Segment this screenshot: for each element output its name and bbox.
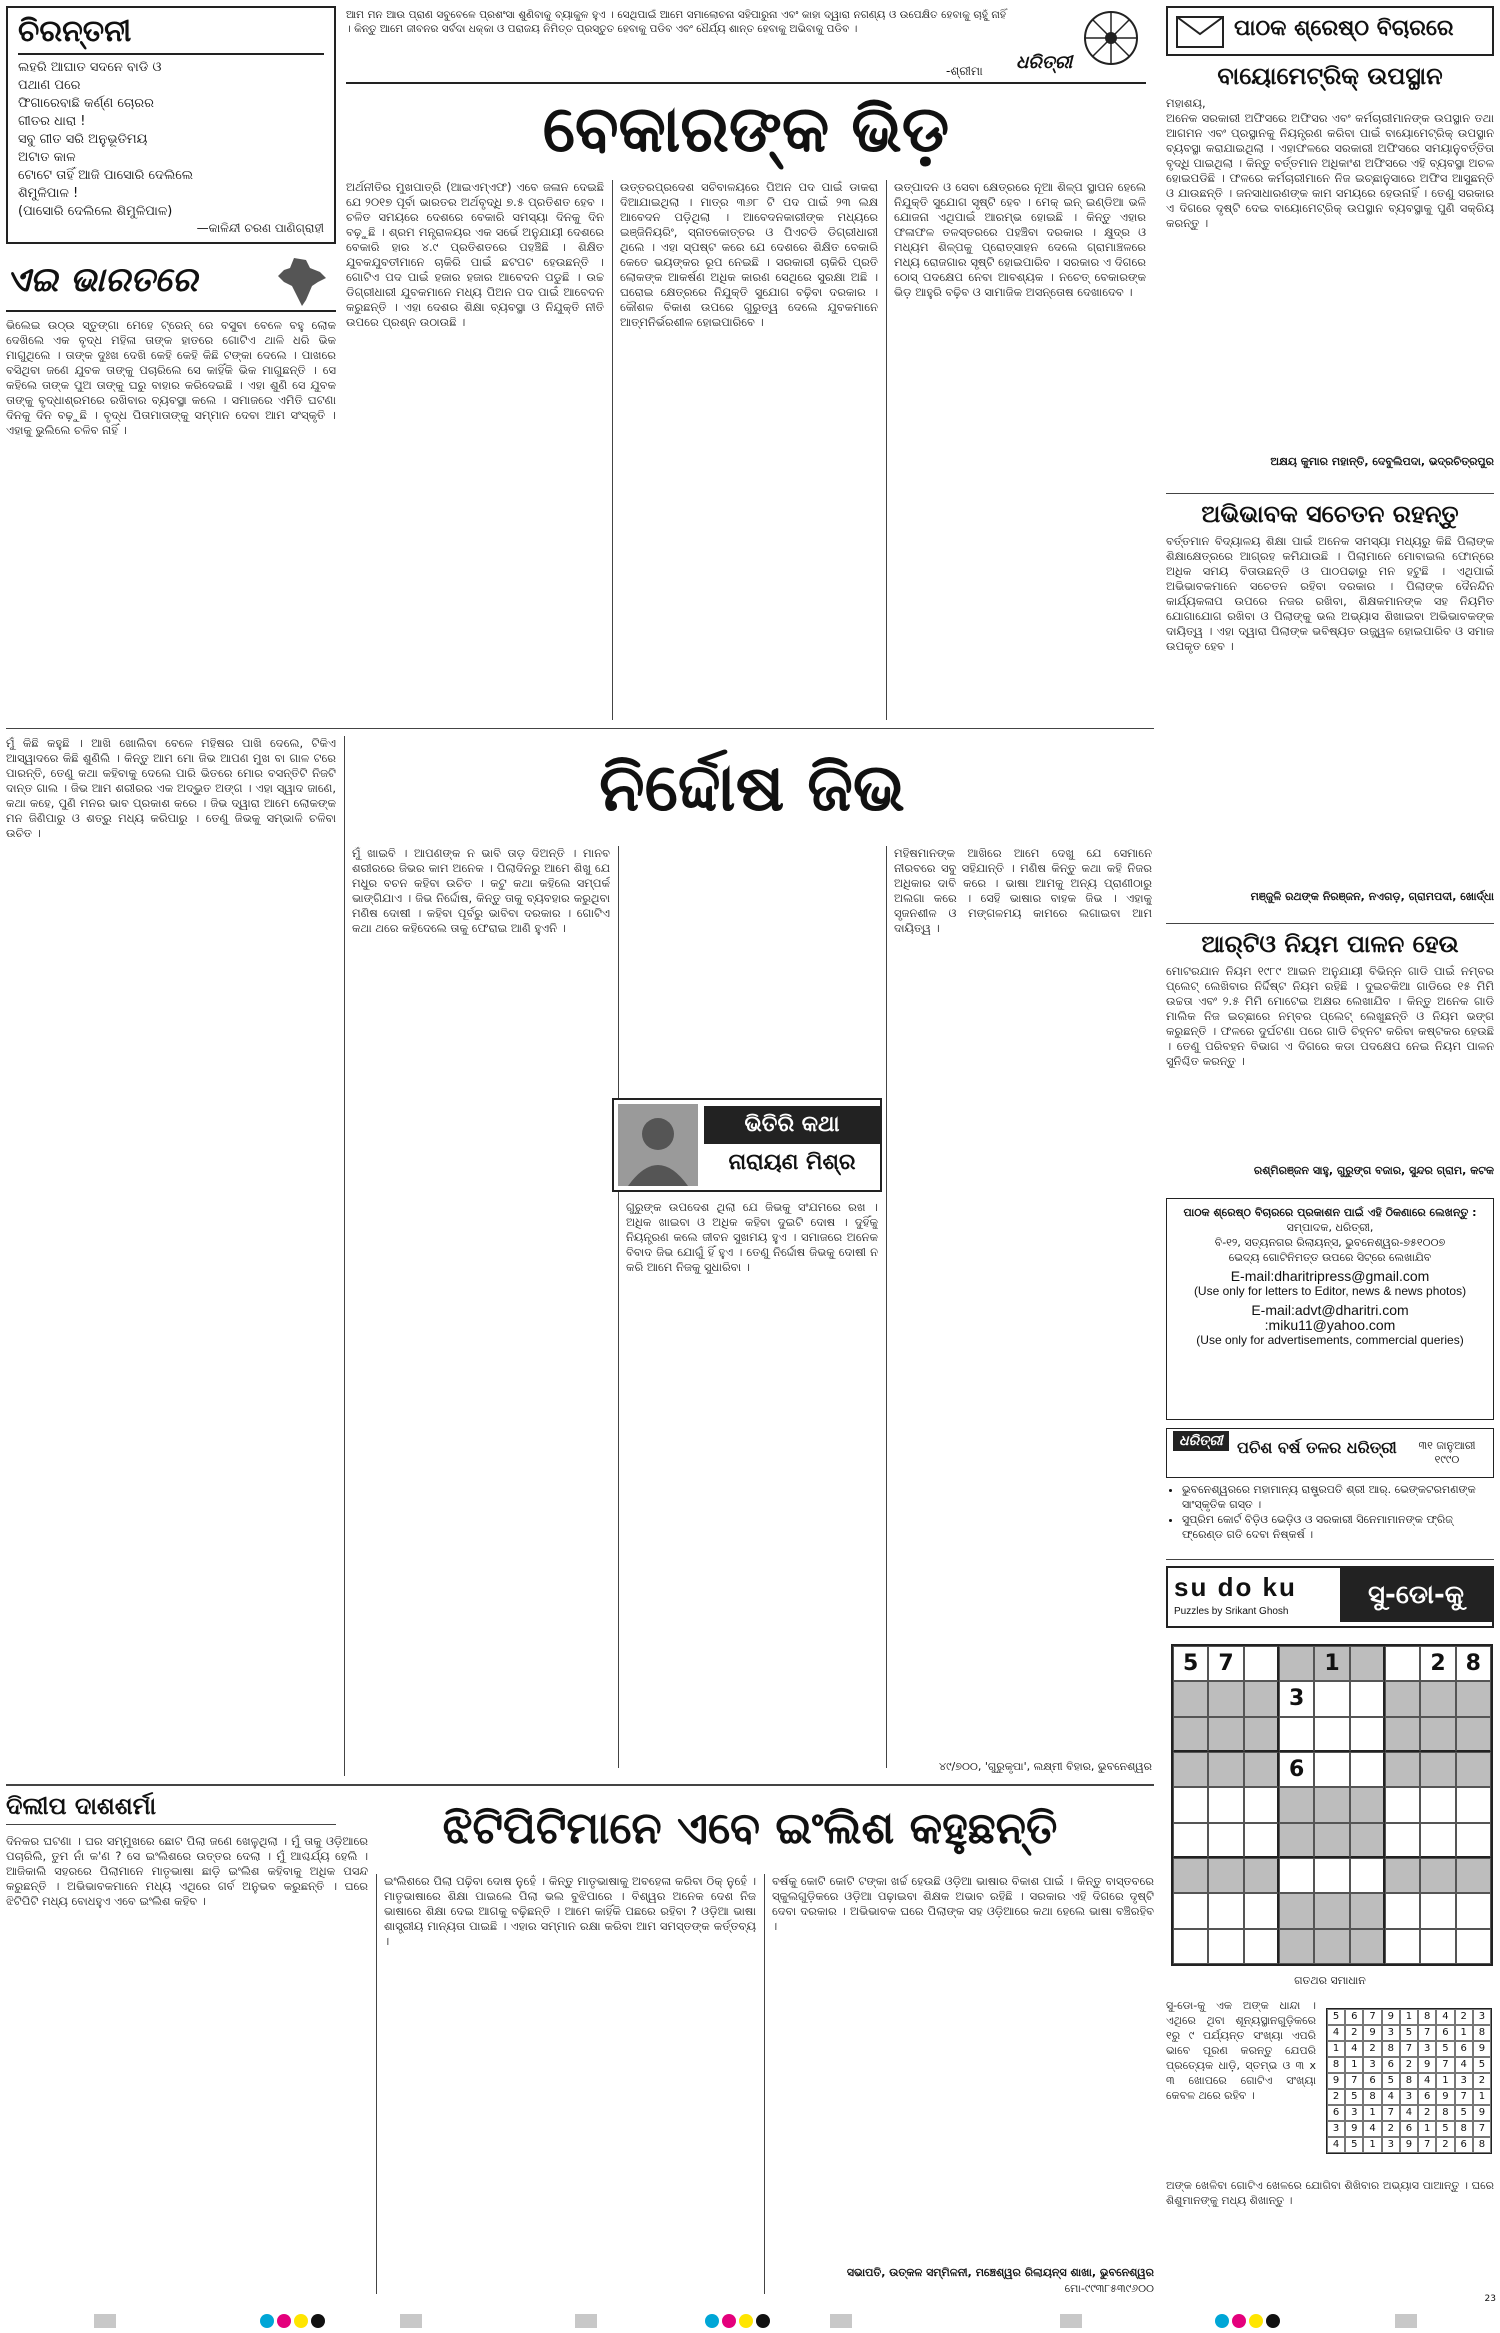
sudoku-cell[interactable] [1279,1646,1314,1681]
column-byline [612,1098,882,1192]
letter3-body: ମୋଟରଯାନ ନିୟମ ୧୯୮୯ ଆଇନ ଅନୁଯାୟୀ ବିଭିନ୍ନ ଗାଡି ପାଇଁ ନମ୍ବର ପ୍ଲେଟ୍ ଲେଖିବାର ନିର୍ଦ୍ଦିଷ୍ଟ ନିୟମ ରହିଛି । ଦୁଇଚକିଆ ଗାଡିରେ ୧୫ ମିମି ଉଚ୍ଚତା ଏବଂ ୨.୫ ମିମି ମୋଟେଇ ଅକ୍ଷର ଲେଖାଯିବ । କିନ୍ତୁ ଅନେକ ଗାଡି ମାଲିକ ନିଜ ଇଚ୍ଛାରେ ନମ୍ବର ପ୍ଲେଟ୍ ଲେଖୁଛନ୍ତି ଓ ନିୟମ ଭଙ୍ଗ କରୁଛନ୍ତି । ଫଳରେ ଦୁର୍ଘଟଣା ପରେ ଗାଡି ଚିହ୍ନଟ କରିବା କଷ୍ଟକର ହେଉଛି । ତେଣୁ ପରିବହନ ବିଭାଗ ଏ ଦିଗରେ କଡା ପଦକ୍ଷେପ ନେଇ ନିୟମ ପାଳନ ସୁନିଶ୍ଚିତ କରନ୍ତୁ । [1166,964,1494,1068]
letter1-body: ଅନେକ ସରକାରୀ ଅଫିସରେ ଅଫିସର ଏବଂ କର୍ମଚାରୀମାନଙ୍କ ଉପସ୍ଥାନ ତଥା ଆଗମନ ଏବଂ ପ୍ରସ୍ଥାନକୁ ନିୟନ୍ତ୍ରଣ କରିବା ପାଇଁ ବାୟୋମେଟ୍ରିକ୍ ଉପସ୍ଥାନ ବ୍ୟବସ୍ଥା କରାଯାଇଥିଲା । ଏହାଫଳରେ ସରକାରୀ ଅଫିସରେ ସମୟାନୁବର୍ତ୍ତିତା ବୃଦ୍ଧି ପାଇଥିଲା । କିନ୍ତୁ ବର୍ତ୍ତମାନ ଅଧିକାଂଶ ଅଫିସରେ ଏହି ବ୍ୟବସ୍ଥା ଅଚଳ ହୋଇପଡିଛି । ଫଳରେ କର୍ମଚାରୀମାନେ ନିଜ ଇଚ୍ଛାନୁସାରେ ଅଫିସ ଆସୁଛନ୍ତି ଓ ଯାଉଛନ୍ତି । ଜନସାଧାରଣଙ୍କ କାମ ସମୟରେ ହେଉନାହିଁ । ତେଣୁ ସରକାର ଏ ଦିଗରେ ଦୃଷ୍ଟି ଦେଇ ବାୟୋମେଟ୍ରିକ୍ ଉପସ୍ଥାନ ବ୍ୟବସ୍ଥାକୁ ପୁଣି ସକ୍ରିୟ କରନ୍ତୁ । [1166,111,1494,230]
letter3-title: ଆର୍‌ଟିଓ ନିୟମ ପାଳନ ହେଉ [1201,930,1459,958]
sudoku-solution-cell: 1 [1363,2105,1381,2121]
sudoku-cell[interactable] [1456,1752,1491,1787]
top-quote-attribution: -ଶ୍ରୀମା [946,64,983,78]
contact-intro: ପାଠକ ଶ୍ରେଷ୍ଠ ବିଚାରରେ ପ୍ରକାଶନ ପାଇଁ ଏହି ଠିକଣାରେ ଲେଖନ୍ତୁ : [1183,1206,1477,1219]
sudoku-solution-cell: 8 [1418,2009,1436,2025]
bottom-rule [6,1784,1154,1786]
sudoku-cell[interactable] [1208,1823,1243,1858]
sudoku-solution-cell: 1 [1400,2009,1418,2025]
registration-swatch-cyan [260,2314,274,2328]
story2-rule-2 [886,846,887,1768]
registration-swatch-magenta [277,2314,291,2328]
sudoku-solution-cell: 1 [1455,2025,1473,2041]
sudoku-cell[interactable] [1420,1893,1455,1928]
sudoku-solution-cell: 5 [1327,2009,1345,2025]
lead-rule-1 [612,180,613,720]
sudoku-cell[interactable] [1420,1681,1455,1716]
sudoku-solution-cell: 7 [1382,2105,1400,2121]
lead-col-3: ଉତ୍ପାଦନ ଓ ସେବା କ୍ଷେତ୍ରରେ ନୂଆ ଶିଳ୍ପ ସ୍ଥାପନ ହେଲେ ନିଯୁକ୍ତି ସୁଯୋଗ ସୃଷ୍ଟି ହେବ । ମେକ୍ ଇନ୍ ଇଣ୍ଡିଆ ଭଳି ଯୋଜନା ଏଥିପାଇଁ ଆରମ୍ଭ ହୋଇଛି । କିନ୍ତୁ ଏହାର ଫଳାଫଳ ତଳସ୍ତରରେ ପହଞ୍ଚିବା ଦରକାର । କ୍ଷୁଦ୍ର ଓ ମଧ୍ୟମ ଶିଳ୍ପକୁ ପ୍ରୋତ୍ସାହନ ଦେଲେ ଗ୍ରାମାଞ୍ଚଳରେ ମଧ୍ୟ ରୋଜଗାର ସୃଷ୍ଟି ହୋଇପାରିବ । ସରକାର ଏ ଦିଗରେ ଠୋସ୍ ପଦକ୍ଷେପ ନେବା ଆବଶ୍ୟକ । ନଚେତ୍ ବେକାରଙ୍କ ଭିଡ଼ ଆହୁରି ବଢ଼ିବ ଓ ସାମାଜିକ ଅସନ୍ତୋଷ ଦେଖାଦେବ । [894,180,1146,299]
sudoku-solution-cell: 3 [1418,2041,1436,2057]
sudoku-box [1166,1566,1494,2322]
sudoku-brand-latin: su do ku [1174,1572,1297,1602]
sudoku-cell[interactable]: 3 [1279,1681,1314,1716]
sudoku-cell[interactable]: 7 [1208,1646,1243,1681]
sudoku-cell[interactable] [1208,1929,1243,1964]
sudoku-solution-cell: 2 [1400,2057,1418,2073]
story2-rule-0 [344,736,345,1776]
sudoku-solution-cell: 9 [1345,2121,1363,2137]
registration-swatch-magenta [722,2314,736,2328]
story3-kicker: ଦିଲୀପ ଦାଶଶର୍ମା [6,1792,336,1825]
story3-col-3: ବର୍ଷକୁ କୋଟି କୋଟି ଟଙ୍କା ଖର୍ଚ୍ଚ ହେଉଛି ଓଡ଼ିଆ ଭାଷାର ବିକାଶ ପାଇଁ । କିନ୍ତୁ ବାସ୍ତବରେ ସ୍କୁଲଗୁଡ଼ିକରେ ଓଡ଼ିଆ ପଢ଼ାଇବା ଶିକ୍ଷକ ଅଭାବ ରହିଛି । ସରକାର ଏହି ଦିଗରେ ଦୃଷ୍ଟି ଦେବା ଦରକାର । ଅଭିଭାବକ ଘରେ ପିଲାଙ୍କ ସହ ଓଡ଼ିଆରେ କଥା ହେଲେ ଭାଷା ବଞ୍ଚିରହିବ । [772,1874,1154,1933]
sudoku-solution-cell: 3 [1400,2089,1418,2105]
sudoku-cell[interactable] [1173,1929,1208,1964]
sudoku-cell[interactable] [1420,1787,1455,1822]
sudoku-solution-cell: 6 [1418,2089,1436,2105]
sudoku-brand-odia: ସୁ-ଡୋ-କୁ [1340,1568,1492,1622]
author-photo [618,1104,698,1186]
contact-address2: ବି-୧୨, ସତ୍ୟନଗର ରିଲାୟନ୍ସ, ଭୁବନେଶ୍ୱର-୭୫୧୦୦୭ [1214,1236,1446,1249]
lead-col-1: ଅର୍ଥନୀତିର ମୁଖପାତ୍ରି (ଆଇଏମ୍ଏଫ) ଏବେ ଜଳାନ ଦେଇଛି ଯେ ୨୦୧୭ ପୂର୍ବା ଭାରତର ଅର୍ଥବୃଦ୍ଧି ୭.୫ ପ୍ରତିଶତ ହେବ । ଚଳିତ ସମୟରେ ଦେଶରେ ବେକାରି ସମସ୍ୟା ଦିନକୁ ଦିନ ବଢ଼ୁଛି । ଶ୍ରମ ମନ୍ତ୍ରାଳୟର ଏକ ସର୍ଭେ ଅନୁଯାୟୀ ଦେଶରେ ବେକାରି ହାର ୪.୯ ପ୍ରତିଶତରେ ପହଞ୍ଚିଛି । ଶିକ୍ଷିତ ଯୁବକଯୁବତୀମାନେ ଚାକିରି ପାଇଁ ଛଟପଟ ହେଉଛନ୍ତି । ଗୋଟିଏ ପଦ ପାଇଁ ହଜାର ହଜାର ଆବେଦନ ପଡୁଛି । ଉଚ୍ଚ ଡିଗ୍ରୀଧାରୀ ଯୁବକମାନେ ମଧ୍ୟ ପିଅନ ପଦ ପାଇଁ ଆବେଦନ କରୁଛନ୍ତି । ଏହା ଦେଶର ଶିକ୍ଷା ବ୍ୟବସ୍ଥା ଓ ନିଯୁକ୍ତି ନୀତି ଉପରେ ପ୍ରଶ୍ନ ଉଠାଉଛି । [346,180,604,329]
sudoku-cell[interactable] [1279,1858,1314,1893]
sudoku-cell[interactable] [1173,1787,1208,1822]
story3-rule-2 [764,1874,765,2294]
page-number: 23 [1484,2294,1496,2304]
contact-address3: ଭେଦ୍ୟ ଗୋଟିନିମତ୍ତ ଉପରେ ସିଟ୍‌ରେ ଲେଖାଯିବ [1228,1251,1432,1264]
sudoku-cell[interactable] [1456,1858,1491,1893]
sudoku-solution-cell: 2 [1436,2137,1454,2153]
contact-address1: ସମ୍ପାଦକ, ଧରିତ୍ରୀ, [1286,1221,1374,1234]
envelope-icon [1176,16,1224,48]
history-label: ପଚିଶ ବର୍ଷ ତଳର ଧରିତ୍ରୀ [1237,1438,1397,1457]
sudoku-cell[interactable] [1385,1787,1420,1822]
chiranteni-author: —କାଳିନ୍ଦୀ ଚରଣ ପାଣିଗ୍ରାହୀ [196,221,324,235]
sudoku-solution-cell: 4 [1382,2089,1400,2105]
sudoku-solution-cell: 2 [1382,2121,1400,2137]
sudoku-cell[interactable] [1350,1681,1385,1716]
sudoku-solution-cell: 5 [1345,2137,1363,2153]
sudoku-cell[interactable] [1456,1787,1491,1822]
sudoku-cell[interactable] [1420,1717,1455,1752]
contact-box [1166,1198,1494,1420]
letter2 [1166,500,1494,924]
sudoku-cell[interactable] [1244,1717,1279,1752]
sudoku-solution-cell: 5 [1345,2089,1363,2105]
history-item: • ସୁପ୍ରିମ କୋର୍ଟ ବିଡ଼ିଓ ଭେଡ଼ିଓ ଓ ସରକାରୀ ସିନେମାମାନଙ୍କ ଫ୍ରିଜ୍ ଫ୍ରେଣ୍ଡ ଗତି ଦେବା ନିଷ୍କର୍ଷ । [1182,1512,1494,1542]
bharat-body: ଭିଲେଇ ଉଠ୍ଉ ସ୍ତୁଙ୍ଗା ମେହେ ଟ୍ରେନ୍ ରେ ବସୁବା ବେଳେ ବହୁ ଲୋକ ଦେଖିଲେ ଏକ ବୃଦ୍ଧ ମହିଳା ତାଙ୍କ ହାତରେ ଗୋଟିଏ ଥାଳି ଧରି ଭିକ ମାଗୁଥିଲେ । ତାଙ୍କ ଦୁଃଖ ଦେଖି କେହି କେହି କିଛି ଟଙ୍କା ଦେଲେ । ପାଖରେ ବସିଥିବା ଜଣେ ଯୁବକ ତାଙ୍କୁ ପଚାରିଲେ ସେ କାହିଁକି ଭିକ ମାଗୁଛନ୍ତି । ସେ କହିଲେ ତାଙ୍କ ପୁଅ ତାଙ୍କୁ ଘରୁ ବାହାର କରିଦେଇଛି । ଏହା ଶୁଣି ସେ ଯୁବକ ତାଙ୍କୁ ବୃଦ୍ଧାଶ୍ରମରେ ରଖିବାର ବ୍ୟବସ୍ଥା କଲେ । ସମାଜରେ ଏମିତି ଘଟଣା ଦିନକୁ ଦିନ ବଢ଼ୁଛି । ବୃଦ୍ଧ ପିତାମାତାଙ୍କୁ ସମ୍ମାନ ଦେବା ଆମ ସଂସ୍କୃତି । ଏହାକୁ ଭୁଲିଲେ ଚଳିବ ନାହିଁ । [6,318,336,437]
letter1-salutation: ମହାଶୟ, [1166,96,1206,110]
sudoku-solution-cell: 5 [1400,2025,1418,2041]
sudoku-solution-cell: 8 [1400,2073,1418,2089]
sudoku-cell[interactable]: 6 [1279,1752,1314,1787]
letter2-body: ବର୍ତ୍ତମାନ ବିଦ୍ୟାଳୟ ଶିକ୍ଷା ପାଇଁ ଅନେକ ସମସ୍ୟା ମଧ୍ୟରୁ କିଛି ପିଲାଙ୍କ ଶିକ୍ଷାକ୍ଷେତ୍ରରେ ଆଗ୍ରହ କମିଯାଉଛି । ପିଲାମାନେ ମୋବାଇଲ ଫୋନ୍‌ରେ ଅଧିକ ସମୟ ବିତାଉଛନ୍ତି ଓ ପାଠପଢାରୁ ମନ ହଟୁଛି । ଏଥିପାଇଁ ଅଭିଭାବକମାନେ ସଚେତନ ରହିବା ଦରକାର । ପିଲାଙ୍କ ଦୈନନ୍ଦିନ କାର୍ଯ୍ୟକଳାପ ଉପରେ ନଜର ରଖିବା, ଶିକ୍ଷକମାନଙ୍କ ସହ ନିୟମିତ ଯୋଗାଯୋଗ ରଖିବା ଓ ପିଲାଙ୍କୁ ଭଲ ଅଭ୍ୟାସ ଶିଖାଇବା ଅଭିଭାବକଙ୍କ ଦାୟିତ୍ୱ । ଏହା ଦ୍ୱାରା ପିଲାଙ୍କ ଭବିଷ୍ୟତ ଉଜ୍ଜ୍ୱଳ ହୋଇପାରିବ ଓ ସମାଜ ଉପକୃତ ହେବ । [1166,534,1494,653]
story2-col-2: ମୁଁ ଖାଇବି । ଆପଣଙ୍କ ନ ଭାବି ତାଡ଼ ଦିଅନ୍ତି । ମାନବ ଶରୀରରେ ଜିଭର କାମ ଅନେକ । ପିଲାଦିନରୁ ଆମେ ଶିଖୁ ଯେ ମଧୁର ବଚନ କହିବା ଉଚିତ । କଟୁ କଥା କହିଲେ ସମ୍ପର୍କ ଭାଙ୍ଗିଯାଏ । ଜିଭ ନିର୍ଦ୍ଦୋଷ, କିନ୍ତୁ ତାକୁ ବ୍ୟବହାର କରୁଥିବା ମଣିଷ ଦୋଷୀ । କହିବା ପୂର୍ବରୁ ଭାବିବା ଦରକାର । ଗୋଟିଏ କଥା ଥରେ କହିଦେଲେ ତାକୁ ଫେରାଇ ଆଣି ହୁଏନି । [352,846,610,935]
sudoku-solution-cell: 1 [1436,2073,1454,2089]
sudoku-solution-cell: 9 [1436,2089,1454,2105]
sudoku-cell[interactable] [1173,1858,1208,1893]
sudoku-solution-cell: 7 [1473,2121,1491,2137]
letter1-author: ଅକ୍ଷୟ କୁମାର ମହାନ୍ତି, ଦେବୁଲିପଦା, ଭଦ୍ରଚିତ୍ରପୁର [1270,455,1494,468]
sudoku-cell[interactable] [1208,1681,1243,1716]
story3-phone: ମୋ-୯୯୩୮୫୩୯୬୦୦ [1064,2282,1154,2295]
sudoku-solution-cell: 9 [1400,2137,1418,2153]
dharitri-logo: ଧରିତ୍ରୀ [1016,52,1073,73]
sudoku-header [1166,1566,1494,1628]
sudoku-cell[interactable] [1456,1893,1491,1928]
story2-address: ୪୯/୭୦୦, 'ଗୁରୁକୃପା', ଲକ୍ଷ୍ମୀ ବିହାର, ଭୁବନେଶ୍ୱର [939,1760,1152,1773]
sudoku-solution-cell: 2 [1418,2105,1436,2121]
sudoku-cell[interactable] [1208,1752,1243,1787]
sudoku-solution-cell: 3 [1382,2137,1400,2153]
registration-swatch-yellow [1249,2314,1263,2328]
sudoku-solution-cell: 7 [1436,2057,1454,2073]
sudoku-cell[interactable] [1420,1823,1455,1858]
history-header [1166,1428,1494,1478]
sudoku-solution-cell: 6 [1327,2105,1345,2121]
registration-swatch-yellow [294,2314,308,2328]
sudoku-cell[interactable] [1314,1752,1349,1787]
sudoku-cell[interactable] [1173,1823,1208,1858]
sudoku-solution-cell: 5 [1436,2121,1454,2137]
sudoku-cell[interactable] [1244,1823,1279,1858]
sudoku-solution-cell: 3 [1327,2121,1345,2137]
dharma-wheel-icon [1081,8,1141,68]
story2-col-3: ଗୁରୁଙ୍କ ଉପଦେଶ ଥିଲା ଯେ ଜିଭକୁ ସଂଯମରେ ରଖ । ଅଧିକ ଖାଇବା ଓ ଅଧିକ କହିବା ଦୁଇଟି ଦୋଷ । ଦୁହିଁକୁ ନିୟନ୍ତ୍ରଣ କଲେ ଜୀବନ ସୁଖମୟ ହୁଏ । ସମାଜରେ ଅନେକ ବିବାଦ ଜିଭ ଯୋଗୁଁ ହିଁ ହୁଏ । ତେଣୁ ନିର୍ଦ୍ଦୋଷ ଜିଭକୁ ଦୋଷୀ ନ କରି ଆମେ ନିଜକୁ ସୁଧାରିବା । [626,1200,878,1274]
sudoku-cell[interactable] [1173,1681,1208,1716]
sudoku-cell[interactable] [1173,1717,1208,1752]
sudoku-cell[interactable] [1350,1858,1385,1893]
sudoku-solution-cell: 5 [1436,2041,1454,2057]
sudoku-solution-cell: 7 [1400,2041,1418,2057]
sudoku-cell[interactable] [1420,1858,1455,1893]
story2-col-1: ମୁଁ କିଛି କହୁଛି । ଆଖି ଖୋଲିବା ବେଳେ ମହିଷର ପାଖି ଦେଲେ, ଟିକିଏ ଆସ୍ୱାଦରେ କିଛି ଶୁଣିଲି । କିନ୍ତୁ ଆମ ମୋ ଜିଭ ଆପଣ ମୁଖ ବା ଗାଳ ଟରେ ପାରନ୍ତି, ତେଣୁ କଥା କହିବାକୁ ଦେଲେ ପାରି ଭିତରେ ମୋର ବସନ୍ତିଟି ନିଜଟି ଦାନ୍ତ ଗାଲ । ଜିଭ ଆମ ଶରୀରର ଏକ ଅଦ୍ଭୁତ ଅଙ୍ଗ । ଏହା ସ୍ୱାଦ ଜାଣେ, କଥା କହେ, ପୁଣି ମନର ଭାବ ପ୍ରକାଶ କରେ । ଜିଭ ଦ୍ୱାରା ଆମେ ଲୋକଙ୍କ ମନ ଜିଣିପାରୁ ଓ ଶତ୍ରୁ ମଧ୍ୟ କରିପାରୁ । ତେଣୁ ଜିଭକୁ ସମ୍ଭାଳି ଚଳିବା ଉଚିତ । [6,736,336,840]
sudoku-solution-cell: 4 [1327,2025,1345,2041]
letter2-author: ମଞ୍ଜୁଳି ରଥଙ୍କ ନିରଞ୍ଜନ, ନଏଗଡ଼, ଗ୍ରାମପଦୀ, ଖୋର୍ଦ୍ଧା [1250,890,1494,903]
letter3 [1166,930,1494,1192]
lead-headline: ବେକାରଙ୍କ ଭିଡ଼ [542,93,950,167]
grey-tab [575,2314,597,2328]
sudoku-cell[interactable] [1420,1752,1455,1787]
sudoku-solution-cell: 8 [1382,2041,1400,2057]
sudoku-answer-note: ଗତଥର ସମାଧାନ [1294,1974,1366,1987]
sudoku-solution-cell: 8 [1363,2089,1381,2105]
sudoku-cell[interactable] [1456,1717,1491,1752]
story2-rule-1 [618,846,619,1768]
sudoku-cell[interactable] [1314,1858,1349,1893]
sudoku-cell[interactable] [1350,1752,1385,1787]
sudoku-solution-cell: 9 [1418,2057,1436,2073]
sudoku-solution-cell: 2 [1345,2025,1363,2041]
sudoku-cell[interactable] [1208,1717,1243,1752]
sudoku-solution-cell: 4 [1327,2137,1345,2153]
story3-author: ସଭାପତି, ଉତ୍କଳ ସମ୍ମିଳନୀ, ମଞ୍ଚେଶ୍ୱର ରିଲାୟନ୍ସ ଶାଖା, ଭୁବନେଶ୍ୱର [846,2266,1154,2279]
contact-email1-note: (Use only for letters to Editor, news & news photos) [1193,1284,1467,1298]
sudoku-solution-cell: 1 [1327,2041,1345,2057]
sudoku-solution-cell: 1 [1473,2089,1491,2105]
grey-tab [830,2314,852,2328]
sudoku-solution-cell: 9 [1473,2105,1491,2121]
sudoku-cell[interactable] [1208,1893,1243,1928]
sudoku-solution-cell: 3 [1382,2025,1400,2041]
sudoku-cell[interactable] [1385,1646,1420,1681]
story3-headline: ଝିଟିପିଟିମାନେ ଏବେ ଇଂଲିଶ କହୁଛନ୍ତି [442,1803,1058,1854]
sudoku-solution-cell: 1 [1345,2057,1363,2073]
story3-rule-1 [376,1874,377,2294]
sudoku-cell[interactable]: 8 [1456,1646,1491,1681]
sudoku-solution-cell: 6 [1455,2041,1473,2057]
sudoku-tagline: ଅଙ୍କ ଖେଳିବା ଗୋଟିଏ ଖେଳରେ ଯୋଗିବା ଶିଖିବାର ଅଭ୍ୟାସ ପାଆନ୍ତୁ । ଘରେ ଶିଶୁମାନଙ୍କୁ ମଧ୍ୟ ଶିଖାନ୍ତୁ । [1166,2179,1494,2207]
sudoku-solution [1326,2008,1492,2154]
sudoku-cell[interactable] [1350,1787,1385,1822]
sudoku-solution-cell: 7 [1418,2025,1436,2041]
letters-title: ପାଠକ ଶ୍ରେଷ୍ଠ ବିଚାରରେ [1234,16,1454,41]
sudoku-cell[interactable] [1173,1893,1208,1928]
sudoku-cell[interactable] [1456,1823,1491,1858]
contact-email2[interactable]: E-mail:advt@dharitri.com [1251,1302,1409,1318]
sudoku-cell[interactable] [1279,1893,1314,1928]
bharat-title: ଏଇ ଭାରତରେ [6,260,198,300]
sudoku-solution-cell: 6 [1382,2057,1400,2073]
sudoku-solution-cell: 8 [1473,2137,1491,2153]
letter3-author: ରଶ୍ମିରଞ୍ଜନ ସାହୁ, ଗୁରୁଙ୍ଗ ବଜାର, ସୁନ୍ଦର ଗ୍ରାମ, କଟକ [1253,1164,1494,1177]
lead-rule-2 [886,180,887,720]
sudoku-solution-cell: 9 [1327,2073,1345,2089]
sudoku-solution-cell: 6 [1400,2121,1418,2137]
sudoku-solution-cell: 9 [1363,2025,1381,2041]
sudoku-cell[interactable] [1314,1893,1349,1928]
story3-col-1: ଦିନକର ଘଟଣା । ଘର ସମ୍ମୁଖରେ ଛୋଟ ପିଲା ଜଣେ ଖେଳୁଥିଲା । ମୁଁ ତାକୁ ଓଡ଼ିଆରେ ପଚାରିଲି, ତୁମ ନାଁ କ'ଣ ? ସେ ଇଂଲିଶରେ ଉତ୍ତର ଦେଲା । ମୁଁ ଆଶ୍ଚର୍ଯ୍ୟ ହେଲି । ଆଜିକାଲି ସହରରେ ପିଲାମାନେ ମାତୃଭାଷା ଛାଡ଼ି ଇଂଲିଶ କହିବାକୁ ଅଧିକ ପସନ୍ଦ କରୁଛନ୍ତି । ଅଭିଭାବକମାନେ ମଧ୍ୟ ଏଥିରେ ଗର୍ବ ଅନୁଭବ କରୁଛନ୍ତି । ଘରେ ଝିଟିପିଟି ମଧ୍ୟ ବୋଧହୁଏ ଏବେ ଇଂଲିଶ କହିବ । [6,1834,368,1908]
sudoku-cell[interactable] [1350,1893,1385,1928]
sudoku-cell[interactable] [1385,1893,1420,1928]
sudoku-cell[interactable] [1244,1787,1279,1822]
sudoku-solution-cell: 2 [1327,2089,1345,2105]
grey-tab [94,2314,116,2328]
sudoku-cell[interactable] [1385,1717,1420,1752]
registration-swatch-cyan [1215,2314,1229,2328]
sudoku-solution-cell: 3 [1345,2105,1363,2121]
sudoku-solution-cell: 5 [1382,2073,1400,2089]
registration-swatch-black [756,2314,770,2328]
sudoku-solution-cell: 4 [1345,2041,1363,2057]
sudoku-solution-cell: 2 [1473,2073,1491,2089]
sudoku-solution-cell: 4 [1363,2121,1381,2137]
sudoku-cell[interactable] [1314,1681,1349,1716]
sudoku-solution-cell: 7 [1363,2009,1381,2025]
column-label: ଭିତିରି କଥା [704,1106,880,1144]
sudoku-solution-cell: 7 [1345,2073,1363,2089]
sudoku-solution-cell: 3 [1363,2057,1381,2073]
sudoku-cell[interactable] [1456,1681,1491,1716]
grey-tab [400,2314,422,2328]
history-brand: ଧରିତ୍ରୀ [1173,1431,1229,1451]
sudoku-solution-cell: 3 [1473,2009,1491,2025]
sudoku-cell[interactable] [1385,1752,1420,1787]
sudoku-cell[interactable] [1385,1858,1420,1893]
sudoku-solution-cell: 9 [1382,2009,1400,2025]
sudoku-cell[interactable] [1244,1681,1279,1716]
sudoku-cell[interactable] [1244,1929,1279,1964]
story2-col-4: ମହିଷମାନଙ୍କ ଆଖିରେ ଆମେ ଦେଖୁ ଯେ ସେମାନେ ନୀରବରେ ସବୁ ସହିଯାନ୍ତି । ମଣିଷ କିନ୍ତୁ କଥା କହି ନିଜର ଅଧିକାର ଦାବି କରେ । ଭାଷା ଆମକୁ ଅନ୍ୟ ପ୍ରାଣୀଠାରୁ ଅଲଗା କରେ । ସେହି ଭାଷାର ବାହକ ଜିଭ । ଏହାକୁ ସୃଜନଶୀଳ ଓ ମଙ୍ଗଳମୟ କାମରେ ଲଗାଇବା ଆମ ଦାୟିତ୍ୱ । [894,846,1152,935]
sudoku-credit: Puzzles by Srikant Ghosh [1174,1606,1289,1617]
sudoku-cell[interactable] [1350,1717,1385,1752]
sudoku-cell[interactable] [1279,1717,1314,1752]
sudoku-cell[interactable] [1208,1858,1243,1893]
sudoku-cell[interactable]: 2 [1420,1646,1455,1681]
sudoku-solution-cell: 5 [1455,2105,1473,2121]
sudoku-cell[interactable] [1385,1681,1420,1716]
sudoku-cell[interactable] [1420,1929,1455,1964]
sudoku-cell[interactable] [1279,1929,1314,1964]
sudoku-cell[interactable] [1244,1858,1279,1893]
chiranteni-title: ଚିରନ୍ତନୀ [18,14,324,55]
mid-rule [6,728,1154,729]
sudoku-solution-cell: 4 [1455,2057,1473,2073]
chiranteni-box [6,6,336,244]
column-author: ନାରାୟଣ ମିଶ୍ର [728,1150,856,1175]
sudoku-solution-cell: 2 [1455,2009,1473,2025]
sudoku-solution-cell: 1 [1363,2137,1381,2153]
sudoku-cell[interactable] [1314,1823,1349,1858]
sudoku-cell[interactable] [1279,1787,1314,1822]
sudoku-solution-cell: 6 [1436,2025,1454,2041]
sudoku-solution-cell: 8 [1436,2105,1454,2121]
sudoku-cell[interactable] [1385,1823,1420,1858]
sudoku-cell[interactable] [1244,1893,1279,1928]
sudoku-solution-cell: 4 [1400,2105,1418,2121]
sudoku-cell[interactable]: 5 [1173,1646,1208,1681]
india-map-icon [274,256,328,308]
letter1-title: ବାୟୋମେଟ୍ରିକ୍ ଉପସ୍ଥାନ [1217,62,1443,90]
top-quote-box [346,4,1146,84]
sudoku-cell[interactable] [1385,1929,1420,1964]
sudoku-solution-cell: 7 [1418,2137,1436,2153]
sudoku-solution-cell: 6 [1345,2009,1363,2025]
lead-col-2: ଉତ୍ତରପ୍ରଦେଶ ସଚିବାଳୟରେ ପିଅନ ପଦ ପାଇଁ ଡାକରା ଦିଆଯାଇଥିଲା । ମାତ୍ର ୩୬୮ ଟି ପଦ ପାଇଁ ୨୩ ଲକ୍ଷ ଆବେଦନ ପଡ଼ିଥିଲା । ଆବେଦନକାରୀଙ୍କ ମଧ୍ୟରେ ଇଞ୍ଜିନିୟରିଂ, ସ୍ନାତକୋତ୍ତର ଓ ପିଏଚଡି ଡିଗ୍ରୀଧାରୀ ଥିଲେ । ଏହା ସ୍ପଷ୍ଟ କରେ ଯେ ଦେଶରେ ଶିକ୍ଷିତ ବେକାରି କେତେ ଭୟଙ୍କର ରୂପ ନେଇଛି । ସରକାରୀ ଚାକିରି ପ୍ରତି ଲୋକଙ୍କ ଆକର୍ଷଣ ଅଧିକ କାରଣ ସେଥିରେ ସୁରକ୍ଷା ଅଛି । ଘରୋଇ କ୍ଷେତ୍ରରେ ନିଯୁକ୍ତି ସୁଯୋଗ ବଢ଼ିବା ଦରକାର । କୌଶଳ ବିକାଶ ଉପରେ ଗୁରୁତ୍ୱ ଦେଲେ ଯୁବକମାନେ ଆତ୍ମନିର୍ଭରଶୀଳ ହୋଇପାରିବେ । [620,180,878,329]
sudoku-solution-cell: 2 [1363,2041,1381,2057]
registration-swatch-black [1266,2314,1280,2328]
registration-swatch-yellow [739,2314,753,2328]
sudoku-solution-cell: 6 [1455,2137,1473,2153]
history-date: ୩୧ ଜାନୁଆରୀ ୧୯୯୦ [1418,1439,1476,1466]
contact-email-note: (Use only for advertisements, commercial queries) [1196,1333,1464,1347]
registration-swatch-cyan [705,2314,719,2328]
chiranteni-poem: ଲହରି ଆଘାତ ସଦନେ ବାଡି ଓ ପଥାଣ ପରେ ଫିଗାରେବାଛି କର୍ଣ୍ଣ ଚୋରର ଗୀତର ଧାରା ! ସବୁ ଗୀତ ସରି ଅନୁଭୂତିମୟ ଅଟାତ କାଳ ଟୋଟେ ତାହିଁ ଆଜି ପାସୋରି ଦେଲିଲେ ଶିମୁଳିପାଳ ! (ପାସୋରି ଦେଲିଲେ ଶିମୁଳିପାଳ) [18,60,194,219]
sudoku-cell[interactable] [1350,1823,1385,1858]
grey-tab [1395,2314,1417,2328]
sudoku-solution-cell: 3 [1455,2073,1473,2089]
letters-header [1166,6,1494,56]
letter1 [1166,62,1494,494]
sudoku-instructions: ସୁ-ଡୋ-କୁ ଏକ ଅଙ୍କ ଧାନ୍ଦା । ଏଥିରେ ଥିବା ଶୂନ୍ୟସ୍ଥାନଗୁଡ଼ିକରେ ୧ରୁ ୯ ପର୍ଯ୍ୟନ୍ତ ସଂଖ୍ୟା ଏପରି ଭାବେ ପୂରଣ କରନ୍ତୁ ଯେପରି ପ୍ରତ୍ୟେକ ଧାଡ଼ି, ସ୍ତମ୍ଭ ଓ ୩ x ୩ ଖୋପରେ ଗୋଟିଏ ସଂଖ୍ୟା କେବଳ ଥରେ ରହିବ । [1166,1999,1316,2102]
story2-headline: ନିର୍ଦ୍ଦୋଷ ଜିଭ [599,749,905,826]
letter2-title: ଅଭିଭାବକ ସଚେତନ ରହନ୍ତୁ [1201,500,1459,528]
sudoku-cell[interactable] [1314,1717,1349,1752]
sudoku-cell[interactable] [1208,1787,1243,1822]
sudoku-cell[interactable] [1173,1752,1208,1787]
sudoku-solution-cell: 4 [1418,2073,1436,2089]
grey-tab [1060,2314,1082,2328]
registration-swatch-black [311,2314,325,2328]
sudoku-solution-cell: 4 [1436,2009,1454,2025]
sudoku-grid[interactable] [1171,1644,1493,1966]
contact-email1[interactable]: E-mail:dharitripress@gmail.com [1230,1268,1430,1284]
sudoku-cell[interactable] [1314,1787,1349,1822]
sudoku-solution-cell: 1 [1418,2121,1436,2137]
story3-col-2: ଇଂଲିଶରେ ପିଲା ପଢ଼ିବା ଦୋଷ ନୁହେଁ । କିନ୍ତୁ ମାତୃଭାଷାକୁ ଅବହେଳା କରିବା ଠିକ୍ ନୁହେଁ । ମାତୃଭାଷାରେ ଶିକ୍ଷା ପାଇଲେ ପିଲା ଭଲ ବୁଝିପାରେ । ବିଶ୍ୱର ଅନେକ ଦେଶ ନିଜ ଭାଷାରେ ଶିକ୍ଷା ଦେଇ ଆଗକୁ ବଢ଼ିଛନ୍ତି । ଆମେ କାହିଁକି ପଛରେ ରହିବା ? ଓଡ଼ିଆ ଭାଷା ଶାସ୍ତ୍ରୀୟ ମାନ୍ୟତା ପାଇଛି । ଏହାର ସମ୍ମାନ ରକ୍ଷା କରିବା ଆମ ସମସ୍ତଙ୍କ କର୍ତ୍ତବ୍ୟ । [384,1874,756,1948]
sudoku-cell[interactable]: 1 [1314,1646,1349,1681]
sudoku-solution-cell: 8 [1473,2025,1491,2041]
sudoku-solution-cell: 6 [1363,2073,1381,2089]
sudoku-solution-cell: 8 [1455,2121,1473,2137]
sudoku-cell[interactable] [1350,1929,1385,1964]
bharat-header [6,252,336,312]
contact-email3[interactable]: :miku11@yahoo.com [1264,1317,1396,1333]
registration-swatch-magenta [1232,2314,1246,2328]
sudoku-cell[interactable] [1244,1752,1279,1787]
sudoku-solution-cell: 8 [1327,2057,1345,2073]
sudoku-cell[interactable] [1456,1929,1491,1964]
sudoku-cell[interactable] [1314,1929,1349,1964]
sudoku-cell[interactable] [1279,1823,1314,1858]
sudoku-solution-cell: 5 [1473,2057,1491,2073]
history-list [1166,1482,1494,1542]
sudoku-solution-cell: 9 [1473,2041,1491,2057]
history-box [1166,1428,1494,1560]
sudoku-solution-cell: 7 [1455,2089,1473,2105]
sudoku-cell[interactable] [1350,1646,1385,1681]
top-quote-text: ଆମ ମନ ଆଉ ପ୍ରାଣ ସବୁବେଳେ ପ୍ରଶଂସା ଶୁଣିବାକୁ ବ୍ୟାକୁଳ ହୁଏ । ସେଥିପାଇଁ ଆମେ ସମାଲୋଚନା ସହିପାରୁନା ଏବଂ କାହା ଦ୍ୱାରା ନଗଣ୍ୟ ଓ ଉପେକ୍ଷିତ ହେବାକୁ ଚାହୁଁ ନାହିଁ । କିନ୍ତୁ ଆମେ ଜୀବନର ସର୍ବଦା ଧକ୍କା ଓ ପରାଜୟ ନିମିତ୍ତ ପ୍ରସ୍ତୁତ ହେବାକୁ ପଡିବ ଏବଂ ଧୈର୍ଯ୍ୟ ଶାନ୍ତ ହେବାକୁ ଅଭିବାକୁ ପଡିବ । [346,9,1006,35]
history-item: • ଭୁବନେଶ୍ୱରରେ ମହାମାନ୍ୟ ରାଷ୍ଟ୍ରପତି ଶ୍ରୀ ଆର୍. ଭେଙ୍କଟରମଣଙ୍କ ସାଂସ୍କୃତିକ ଗସ୍ତ । [1182,1482,1494,1512]
sudoku-cell[interactable] [1244,1646,1279,1681]
